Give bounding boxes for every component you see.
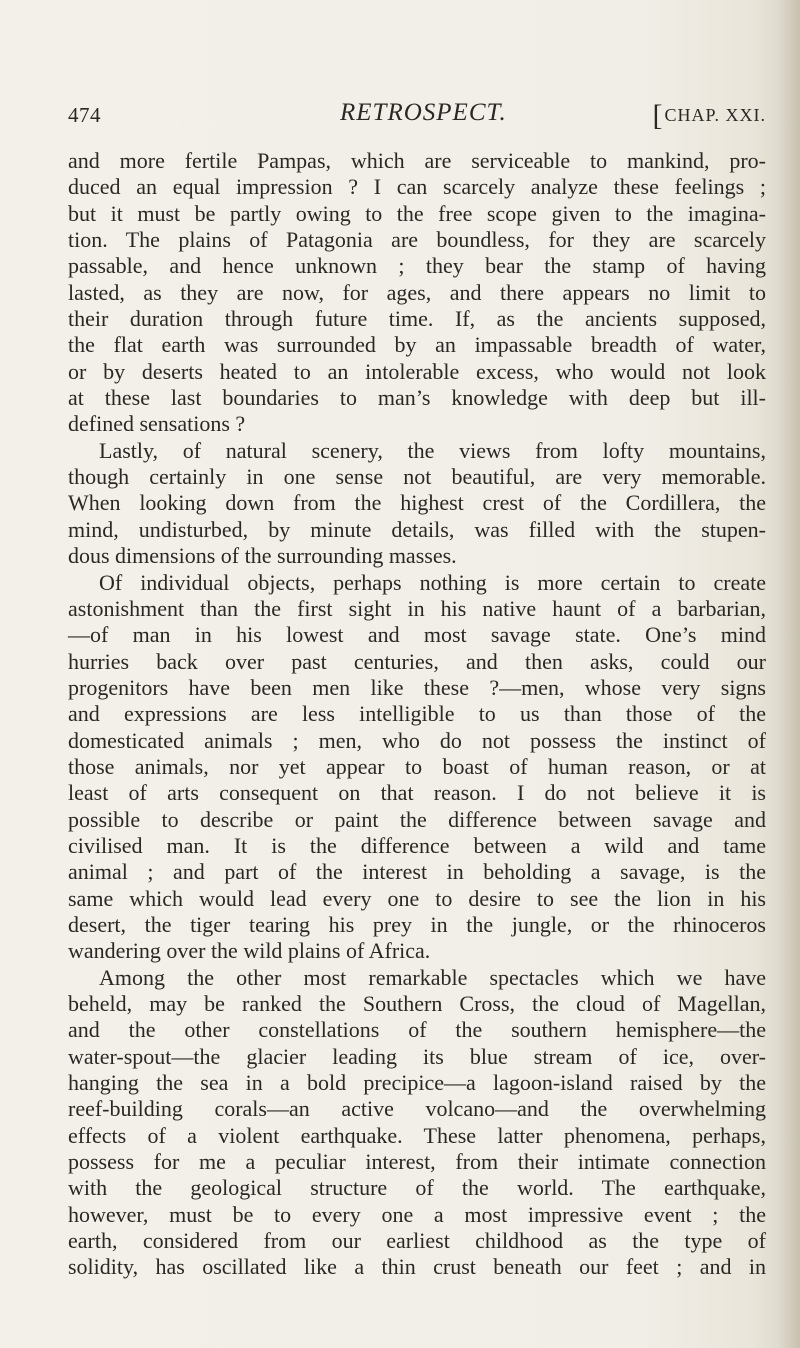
text-line: lasted, as they are now, for ages, and there appears no limit to [68,279,766,305]
chapter-reference [652,99,766,133]
page-header [68,99,766,137]
page-edge-shadow [778,0,800,1348]
body-text [68,148,766,1281]
text-line: dous dimensions of the surrounding masses. [68,543,457,569]
text-line: Lastly, of natural scenery, the views from lofty mountains, [99,437,766,463]
text-line: hurries back over past centuries, and then asks, could our [68,648,766,674]
text-line: water-spout—the glacier leading its blue stream of ice, over- [68,1043,766,1069]
text-line: and the other constellations of the southern hemisphere—the [68,1017,766,1043]
text-line: but it must be partly owing to the free scope given to the imagina- [68,200,766,226]
text-line: however, must be to every one a most impressive event ; the [68,1201,766,1227]
text-line: their duration through future time. If, as the ancients supposed, [68,306,766,332]
text-line: same which would lead every one to desire to see the lion in his [68,885,766,911]
text-line: —of man in his lowest and most savage state. One’s mind [68,622,766,648]
text-line: astonishment than the first sight in his native haunt of a barbarian, [68,595,766,621]
text-line: reef-building corals—an active volcano—and the overwhelming [68,1096,766,1122]
text-line: beheld, may be ranked the Southern Cross, the cloud of Magellan, [68,991,766,1016]
text-line: desert, the tiger tearing his prey in the jungle, or the rhinoceros [68,911,766,937]
text-line: at these last boundaries to man’s knowledge with deep but ill- [68,385,766,411]
text-line: duced an equal impression ? I can scarcely analyze these feelings ; [68,174,766,200]
text-line: civilised man. It is the difference between a wild and tame [68,832,766,858]
text-line: though certainly in one sense not beautiful, are very memorable. [68,464,766,490]
text-line: and more fertile Pampas, which are serviceable to mankind, pro- [68,148,766,173]
running-title: RETROSPECT. [340,99,507,126]
text-line: defined sensations ? [68,411,246,437]
text-line: those animals, nor yet appear to boast of human reason, or at [68,753,766,779]
text-line: tion. The plains of Patagonia are boundless, for they are scarcely [68,227,766,253]
text-line: mind, undisturbed, by minute details, was filled with the stupen- [68,516,766,542]
text-line: earth, considered from our earliest childhood as the type of [68,1228,766,1254]
text-line: the flat earth was surrounded by an impassable breadth of water, [68,332,766,358]
text-line: or by deserts heated to an intolerable excess, who would not look [68,358,766,384]
text-line: and expressions are less intelligible to us than those of the [68,701,766,727]
chapter-label: CHAP. XXI. [664,105,766,125]
text-line: progenitors have been men like these ?—men, whose very signs [68,674,766,700]
text-line: hanging the sea in a bold precipice—a lagoon-island raised by the [68,1070,766,1096]
text-line: solidity, has oscillated like a thin crust beneath our feet ; and in [68,1254,766,1280]
text-line: Among the other most remarkable spectacles which we have [99,964,766,990]
text-line: passable, and hence unknown ; they bear the stamp of having [68,253,766,279]
text-line: When looking down from the highest crest of the Cordillera, the [68,490,766,516]
text-line: least of arts consequent on that reason. I do not believe it is [68,780,766,806]
page-number: 474 [68,103,101,127]
chapter-bracket: [ [652,99,664,132]
text-line: with the geological structure of the world. The earthquake, [68,1175,766,1201]
text-line: animal ; and part of the interest in beholding a savage, is the [68,859,766,885]
text-line: possess for me a peculiar interest, from their intimate connection [68,1149,766,1175]
text-line: wandering over the wild plains of Africa. [68,938,431,964]
text-line: effects of a violent earthquake. These latter phenomena, perhaps, [68,1122,766,1148]
text-line: possible to describe or paint the difference between savage and [68,806,766,832]
text-line: Of individual objects, perhaps nothing is more certain to create [99,569,766,595]
text-line: domesticated animals ; men, who do not possess the instinct of [68,727,766,753]
